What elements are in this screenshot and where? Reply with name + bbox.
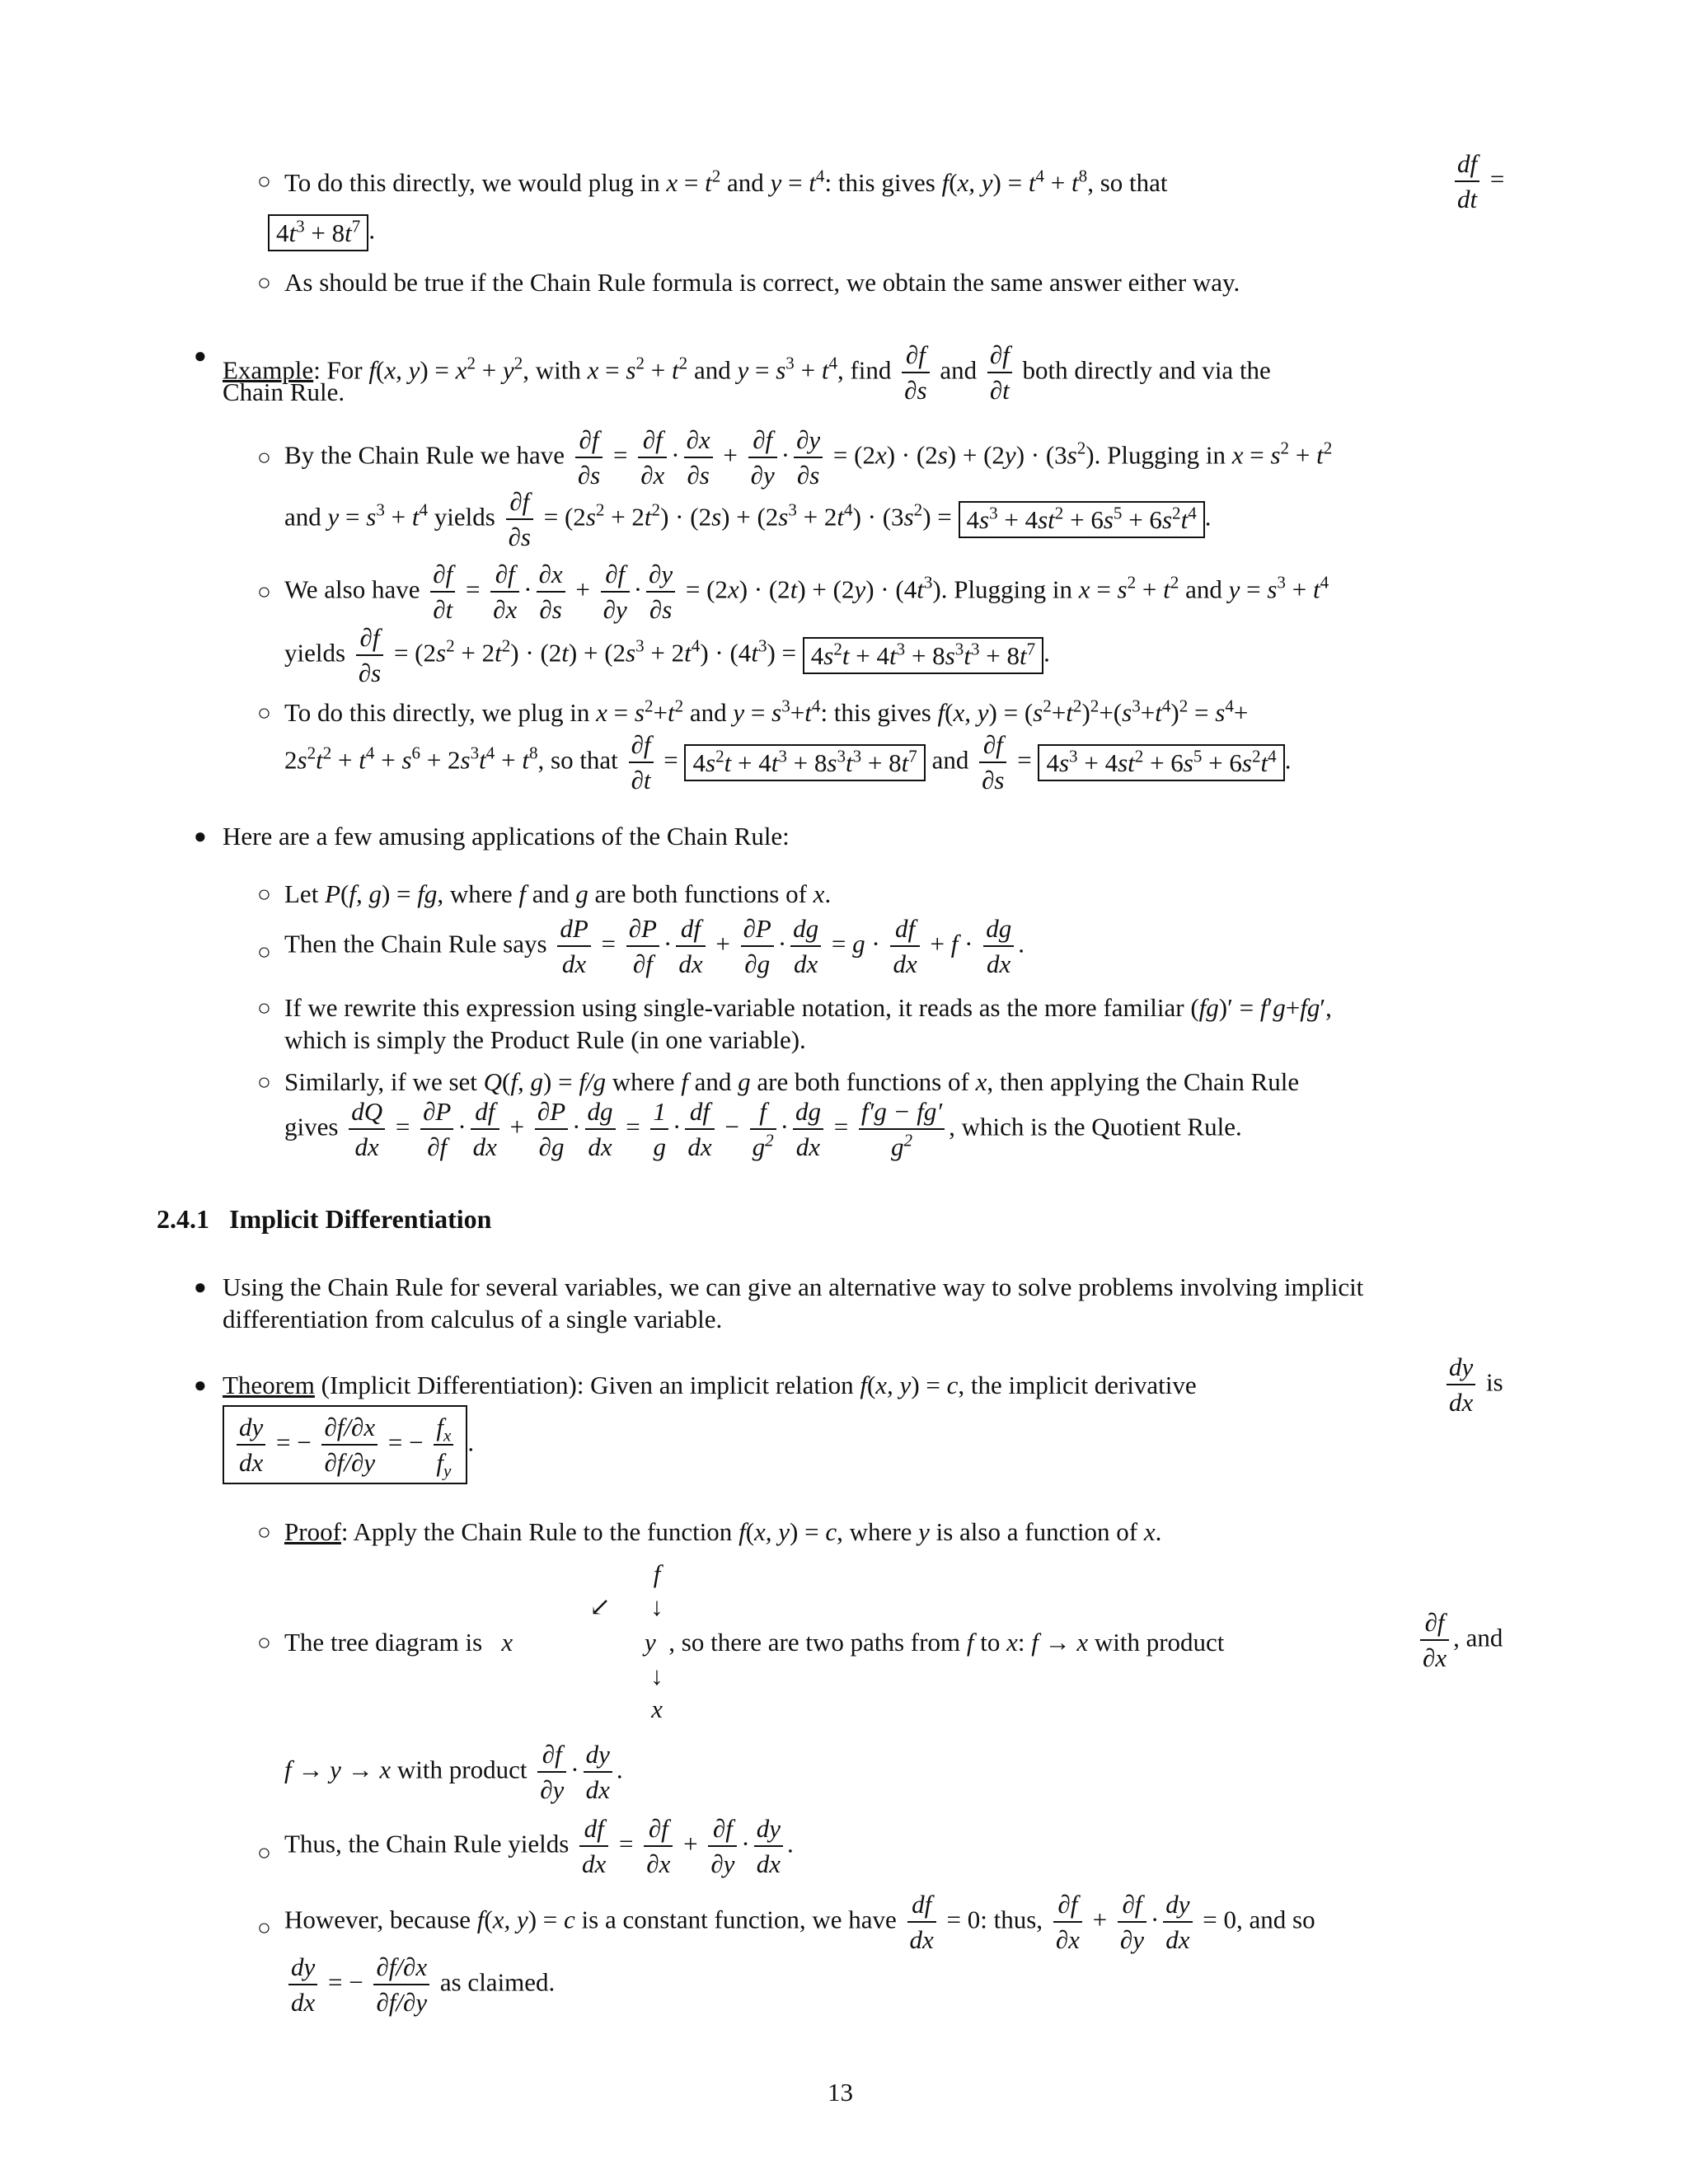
tree-product1: $\frac{\partial f}{\partial x}$ , and xyxy=(1416,1607,1503,1673)
sub-bullet-icon: ○ xyxy=(257,1070,271,1095)
sub-bullet-icon: ○ xyxy=(257,1915,271,1941)
using-cr-text: Using the Chain Rule for several variables, we can give an alternative way to solve problems involving implicit xyxy=(223,1272,1364,1301)
direct2-result: $2s^2t^2 + t^4 + s^6 + 2s^3t^4 + t^8$, so that $\frac{\partial f}{\partial t}$ = $4s^2t + 4t^3 + 8s^3t^3 + 8t^7$ and $\frac{\partial f}{\partial s}$ = $4s^3 + 4st^2 + 6s^5 + 6s^2t^4$ . xyxy=(284,730,1292,795)
df-dt-fraction: $\frac{df}{dt}$ = xyxy=(1451,148,1504,214)
sub-bullet-icon: ○ xyxy=(257,882,271,907)
sub-bullet-icon: ○ xyxy=(257,1840,271,1866)
sub-bullet-icon: ○ xyxy=(257,579,271,605)
tree-arrow-down-left-icon: ↙ xyxy=(589,1592,611,1621)
diff-from-text: differentiation from calculus of a single variable. xyxy=(223,1305,723,1333)
tree-paths-line: y , so there are two paths from f to x: f → x with product xyxy=(645,1628,1225,1657)
example-cr-text: Chain Rule. xyxy=(223,377,345,406)
bullet-icon: ● xyxy=(194,824,207,848)
product-rule-text: which is simply the Product Rule (in one variable). xyxy=(284,1025,806,1054)
sub-bullet-icon: ○ xyxy=(257,940,271,965)
dy-dx-fraction: $\frac{dy}{dx}$ is xyxy=(1442,1352,1503,1418)
conclusion-line: $\frac{dy}{dx}$ = − $\frac{\partial f/\partial x}{\partial f/\partial y}$ as claimed. xyxy=(284,1952,555,2018)
sub-bullet-icon: ○ xyxy=(257,701,271,726)
bullet-icon: ● xyxy=(194,1275,207,1299)
let-p-line: Let P(f, g) = fg, where f and g are both functions of x. xyxy=(284,879,832,908)
tree-arrow-down-icon: ↓ xyxy=(650,1592,663,1621)
sub-bullet-icon: ○ xyxy=(257,1520,271,1545)
bullet-icon: ● xyxy=(194,1373,207,1397)
tree-node-f: f xyxy=(653,1559,661,1588)
second-path-line: f → y → x with product $\frac{\partial f}{\partial y}$ · $\frac{dy}{dx}$ . xyxy=(284,1740,623,1805)
bullet-icon: ● xyxy=(194,344,207,368)
same-answer-text: As should be true if the Chain Rule formula is correct, we obtain the same answer either way. xyxy=(284,268,1240,297)
cr-ds-line: By the Chain Rule we have $\frac{\partial f}{\partial s}$ = $\frac{\partial f}{\partial x}$ · $\frac{\partial x}{\partial s}$ + $\frac{\partial f}{\partial y}$ · $\frac{\partial y}{\partial s}$ = $(2x) \cdot (2s) + (2y) \cdot (3s^2)$. Plugging in $x = s^2 + t^2$ xyxy=(284,425,1333,490)
sub-bullet-icon: ○ xyxy=(257,445,271,471)
page-number: 13 xyxy=(828,2078,853,2107)
quotient-line: gives $\frac{dQ}{dx}$ = $\frac{\partial P}{\partial f}$ · $\frac{df}{dx}$ + $\frac{\partial P}{\partial g}$ · $\frac{dg}{dx}$ = $\frac{1}{g}$ · $\frac{df}{dx}$ − $\frac{f}{g^2}$ · $\frac{dg}{dx}$ = $\frac{f'g - fg'}{g^2}$ , which is the Quotient Rule. xyxy=(284,1097,1242,1162)
section-heading: 2.4.1 Implicit Differentiation xyxy=(157,1204,492,1234)
tree-node-x: x xyxy=(651,1694,663,1723)
direct2-line: To do this directly, we plug in $x = s^2+t^2$ and $y = s^3+t^4$: this gives f(x, $y) = (s^2+t^2)^2+(s^3+t^4)^2 = s^4+$ xyxy=(284,696,1249,727)
thus-cr-line: Thus, the Chain Rule yields $\frac{df}{dx}$ = $\frac{\partial f}{\partial x}$ + $\frac{\partial f}{\partial y}$ · $\frac{dy}{dx}$ . xyxy=(284,1814,794,1879)
applications-text: Here are a few amusing applications of the Chain Rule: xyxy=(223,822,790,851)
sub-bullet-icon: ○ xyxy=(257,169,271,194)
theorem-formula: $\frac{dy}{dx}$ = − $\frac{\partial f/\partial x}{\partial f/\partial y}$ = − $\frac{f_x}{f_y}$ . xyxy=(223,1405,474,1484)
direct1-answer: $4t^3 + 8t^7$ . xyxy=(268,214,375,251)
theorem-line: Theorem (Implicit Differentiation): Given an implicit relation f(x, y) = c, the implicit derivative xyxy=(223,1371,1197,1399)
rewrite-line: If we rewrite this expression using single-variable notation, it reads as the more familiar (fg)′ = f′g+fg′, xyxy=(284,993,1332,1022)
similarly-line: Similarly, if we set Q(f, g) = f/g where f and g are both functions of x, then applying the Chain Rule xyxy=(284,1067,1300,1096)
direct1-line: To do this directly, we would plug in $x = t^2$ and $y = t^4$: this gives f(x, $y) = t^4 + t^8$, so that xyxy=(284,166,1168,197)
cr-ds-result: and $y = s^3 + t^4$ yields $\frac{\partial f}{\partial s}$ = $(2s^2 + 2t^2) \cdot (2s) + (2s^3 + 2t^4) \cdot (3s^2) = 4s^3 + 4st^2 + 6s^5 + 6s^2t^4$ . xyxy=(284,487,1212,552)
tree-line: The tree diagram is x xyxy=(284,1628,513,1657)
proof-line: Proof: Apply the Chain Rule to the function f(x, y) = c, where y is also a function of x. xyxy=(284,1517,1162,1546)
sub-bullet-icon: ○ xyxy=(257,270,271,296)
however-line: However, because f(x, y) = c is a constant function, we have $\frac{df}{dx}$ = 0: thus, $\frac{\partial f}{\partial x}$ + $\frac{\partial f}{\partial y}$ · $\frac{dy}{dx}$ = 0, and so xyxy=(284,1890,1315,1955)
sub-bullet-icon: ○ xyxy=(257,996,271,1021)
sub-bullet-icon: ○ xyxy=(257,1630,271,1656)
cr-dt-line: We also have $\frac{\partial f}{\partial t}$ = $\frac{\partial f}{\partial x}$ · $\frac{\partial x}{\partial s}$ + $\frac{\partial f}{\partial y}$ · $\frac{\partial y}{\partial s}$ = $(2x) \cdot (2t) + (2y) \cdot (4t^3)$. Plugging in $x = s^2 + t^2$ and $y = s^3 + t^4$ xyxy=(284,560,1329,625)
product-cr-line: Then the Chain Rule says $\frac{dP}{dx}$ = $\frac{\partial P}{\partial f}$ · $\frac{df}{dx}$ + $\frac{\partial P}{\partial g}$ · $\frac{dg}{dx}$ = g · $\frac{df}{dx}$ + f · $\frac{dg}{dx}$ . xyxy=(284,914,1025,979)
cr-dt-result: yields $\frac{\partial f}{\partial s}$ = $(2s^2 + 2t^2) \cdot (2t) + (2s^3 + 2t^4) \cdot (4t^3) = 4s^2t + 4t^3 + 8s^3t^3 + 8t^7$ . xyxy=(284,623,1050,688)
tree-arrow-down-icon: ↓ xyxy=(650,1661,663,1690)
example-line: Example: For f(x, $y) = x^2 + y^2$, with $x = s^2 + t^2$ and $y = s^3 + t^4$, find $\frac{\partial f}{\partial s}$ and $\frac{\partial f}{\partial t}$ both directly and via the xyxy=(223,340,1271,405)
